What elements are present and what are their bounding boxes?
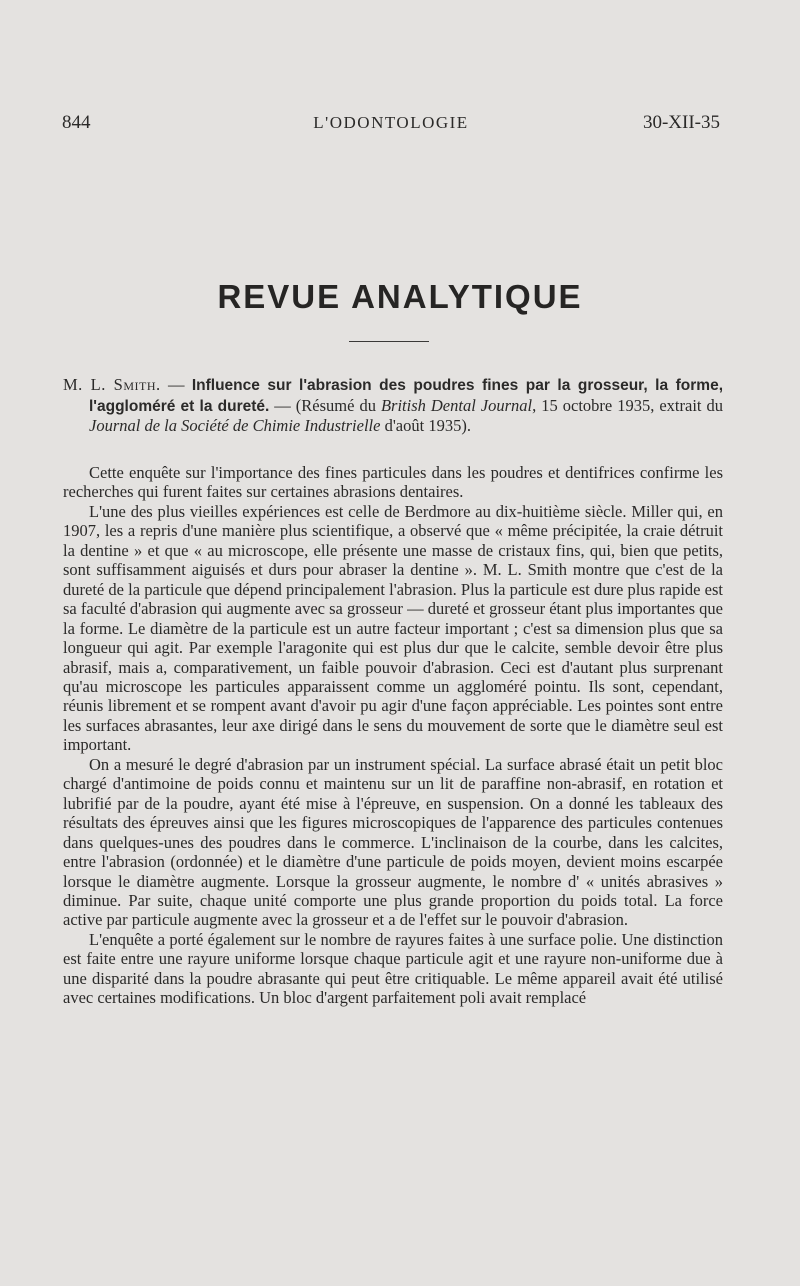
entry-dash: — (160, 375, 192, 394)
article-body (63, 463, 723, 1008)
issue-date: 30-XII-35 (642, 112, 720, 133)
running-head (62, 112, 720, 138)
page-number: 844 (62, 112, 91, 133)
paragraph-1: Cette enquête sur l'importance des fines particules dans les poudres et dentifrices confirme les recherches qui furent faites sur certaines abrasions dentaires. (63, 463, 723, 502)
paragraph-2: L'une des plus vieilles expériences est celle de Berdmore au dix-huitième siècle. Miller qui, en 1907, les a repris d'une manière plus scientifique, a observé que « même précipitée, la craie détruit la dentine » et que « au microscope, elle présente une masse de cristaux fins, qui, bien que petits, sont suffisamment aiguisés et durs pour abraser la dentine ». M. L. Smith montre que c'est de la dureté de la particule que dépend principalement l'abrasion. Plus la particule est dure plus rapide est sa faculté d'abrasion qui augmente avec sa grosseur — dureté et grosseur étant plus importantes que la forme. Le diamètre de la particule est un autre facteur important ; c'est sa dimension plus que sa longueur qui agit. Par exemple l'aragonite qui est plus dur que le calcite, semble devoir être plus abrasif, mais a, comparativement, un faible pouvoir d'abrasion. Ceci est d'autant plus surprenant qu'au microscope les particules apparaissent comme un aggloméré pointu. Ils sont, cependant, réunis librement et se rompent avant d'avoir pu agir d'une façon appréciable. Les pointes sont entre les surfaces abrasantes, leur axe dirigé dans le sens du mouvement de sorte que le diamètre seul est important. (63, 501, 723, 755)
section-title: REVUE ANALYTIQUE (217, 278, 583, 315)
entry-reference-part-2: , 15 octobre 1935, extrait du (532, 395, 724, 415)
entry-reference-part-1: — (Résumé du (269, 395, 381, 415)
entry-author: M. L. Smith. (63, 375, 161, 394)
entry-title: Influence sur l'abrasion des poudres fines par la grosseur, la forme, l'aggloméré et la dureté. (89, 377, 723, 415)
paragraph-4: L'enquête a porté également sur le nombre de rayures faites à une surface polie. Une distinction est faite entre une rayure uniforme lorsque chaque particule agit et une rayure non-uniforme due à une disparité dans la poudre abrasante qui peut être critiquable. Le même appareil avait été utilisé avec certaines modifications. Un bloc d'argent parfaitement poli avait remplacé (63, 929, 723, 1008)
entry-reference-part-3: d'août 1935). (380, 416, 471, 435)
entry-reference-journal-1: British Dental Journal (380, 395, 533, 415)
entry-reference-journal-2: Journal de la Société de Chimie Industrielle (89, 416, 381, 435)
entry-heading (63, 375, 723, 436)
title-rule (349, 341, 429, 342)
paragraph-3: On a mesuré le degré d'abrasion par un instrument spécial. La surface abrasé était un petit bloc chargé d'antimoine de poids connu et maintenu sur un lit de paraffine non-abrasif, en rotation et lubrifié par de la poudre, ayant été mise à l'épreuve, en suspension. On a donné les tableaux des résultats des épreuves ainsi que les figures microscopiques de l'apparence des particules contenues dans quelques-unes des poudres dans le commerce. L'inclinaison de la courbe, dans les calcites, entre l'abrasion (ordonnée) et le diamètre d'une particule de poids moyen, devient moins escarpée lorsque le diamètre augmente. Lorsque la grosseur augmente, le nombre d' « unités abrasives » diminue. Par suite, chaque unité comporte une plus grande proportion du poids total. La force active par particule augmente avec la grosseur et a de l'effet sur le pouvoir d'abrasion. (63, 754, 723, 930)
journal-name: L'ODONTOLOGIE (313, 113, 469, 132)
